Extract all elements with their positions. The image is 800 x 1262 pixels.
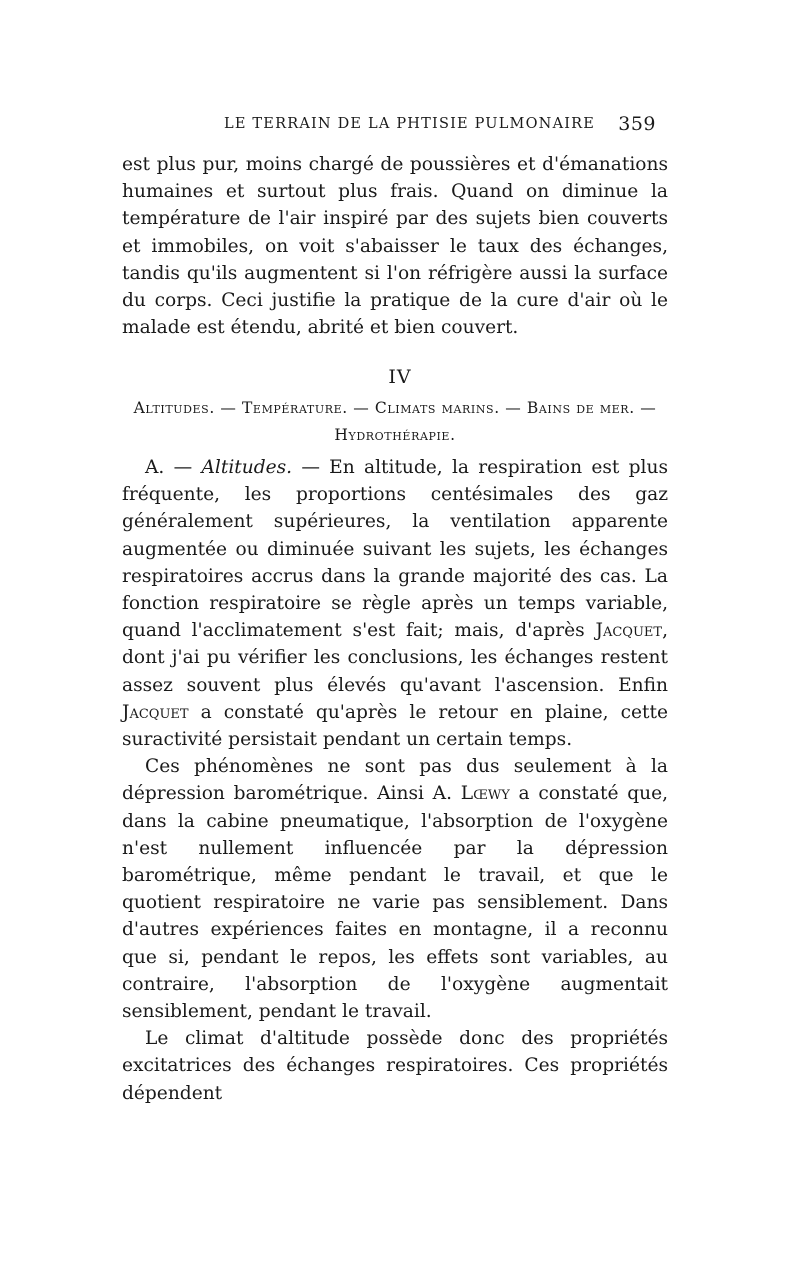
- running-head-title: LE TERRAIN DE LA PHTISIE PULMONAIRE: [224, 116, 596, 132]
- author-name: Jacquet: [122, 701, 189, 723]
- paragraph-2-subtitle: Altitudes.: [201, 457, 293, 478]
- paragraph-1: est plus pur, moins chargé de poussières et d'émanations humaines et surtout plus frais. Quand on diminue la température de l'air inspiré par des sujets bien couverts et immobiles, on voit s'abaisser le taux des échanges, tandis qu'ils augmentent si l'on réfrigère aussi la surface du corps. Ceci justifie la pratique de la cure d'air où le malade est étendu, abrité et bien couvert.: [122, 154, 668, 339]
- running-head: [224, 113, 656, 138]
- text-block-top: [122, 151, 668, 341]
- section-heading: Altitudes. — Température. — Climats marins. — Bains de mer. — Hydrothérapie.: [133, 399, 657, 444]
- text-block-main: [122, 454, 668, 1107]
- paragraph-2-lead: A. —: [145, 457, 193, 478]
- author-name: Jacquet: [595, 620, 663, 642]
- paragraph-3-text-a: Ces phénomènes ne sont pas dus seulement à la dépression barométrique. Ainsi A.: [122, 756, 668, 805]
- section-number: IV: [388, 366, 412, 388]
- page-number: 359: [618, 113, 656, 135]
- paragraph-2-text-c: a constaté qu'après le retour en plaine, cette suractivité persistait pendant un certain temps.: [122, 701, 668, 751]
- paragraph-2-text-b: , dont j'ai pu vérifier les conclusions, les échanges restent assez souvent plus élevés qu'avant l'ascension. Enfin: [122, 620, 668, 696]
- paragraph-4: Le climat d'altitude possède donc des propriétés excitatrices des échanges respiratoires. Ces propriétés dépendent: [122, 1028, 668, 1104]
- paragraph-3-text-b: a constaté que, dans la cabine pneumatique, l'absorption de l'oxygène n'est nullement influencée par la dépression barométrique, même pendant le travail, et que le quotient respiratoire ne varie pas sensiblement. Dans d'autres expériences faites en montagne, il a reconnu que si, pendant le repos, les effets sont variables, au contraire, l'absorption de l'oxygène augmentait sensiblement, pendant le travail.: [122, 783, 668, 1023]
- author-name: Lœwy: [460, 783, 510, 805]
- paragraph-3: [122, 753, 668, 1025]
- paragraph-2-text-a: — En altitude, la respiration est plus fréquente, les proportions centésimales des gaz généralement supérieures, la ventilation apparente augmentée ou diminuée suivant les sujets, les échanges respiratoires accrus dans la grande majorité des cas. La fonction respiratoire se règle après un temps variable, quand l'acclimatement s'est fait; mais, d'après: [122, 457, 669, 642]
- paragraph-2: [122, 454, 668, 753]
